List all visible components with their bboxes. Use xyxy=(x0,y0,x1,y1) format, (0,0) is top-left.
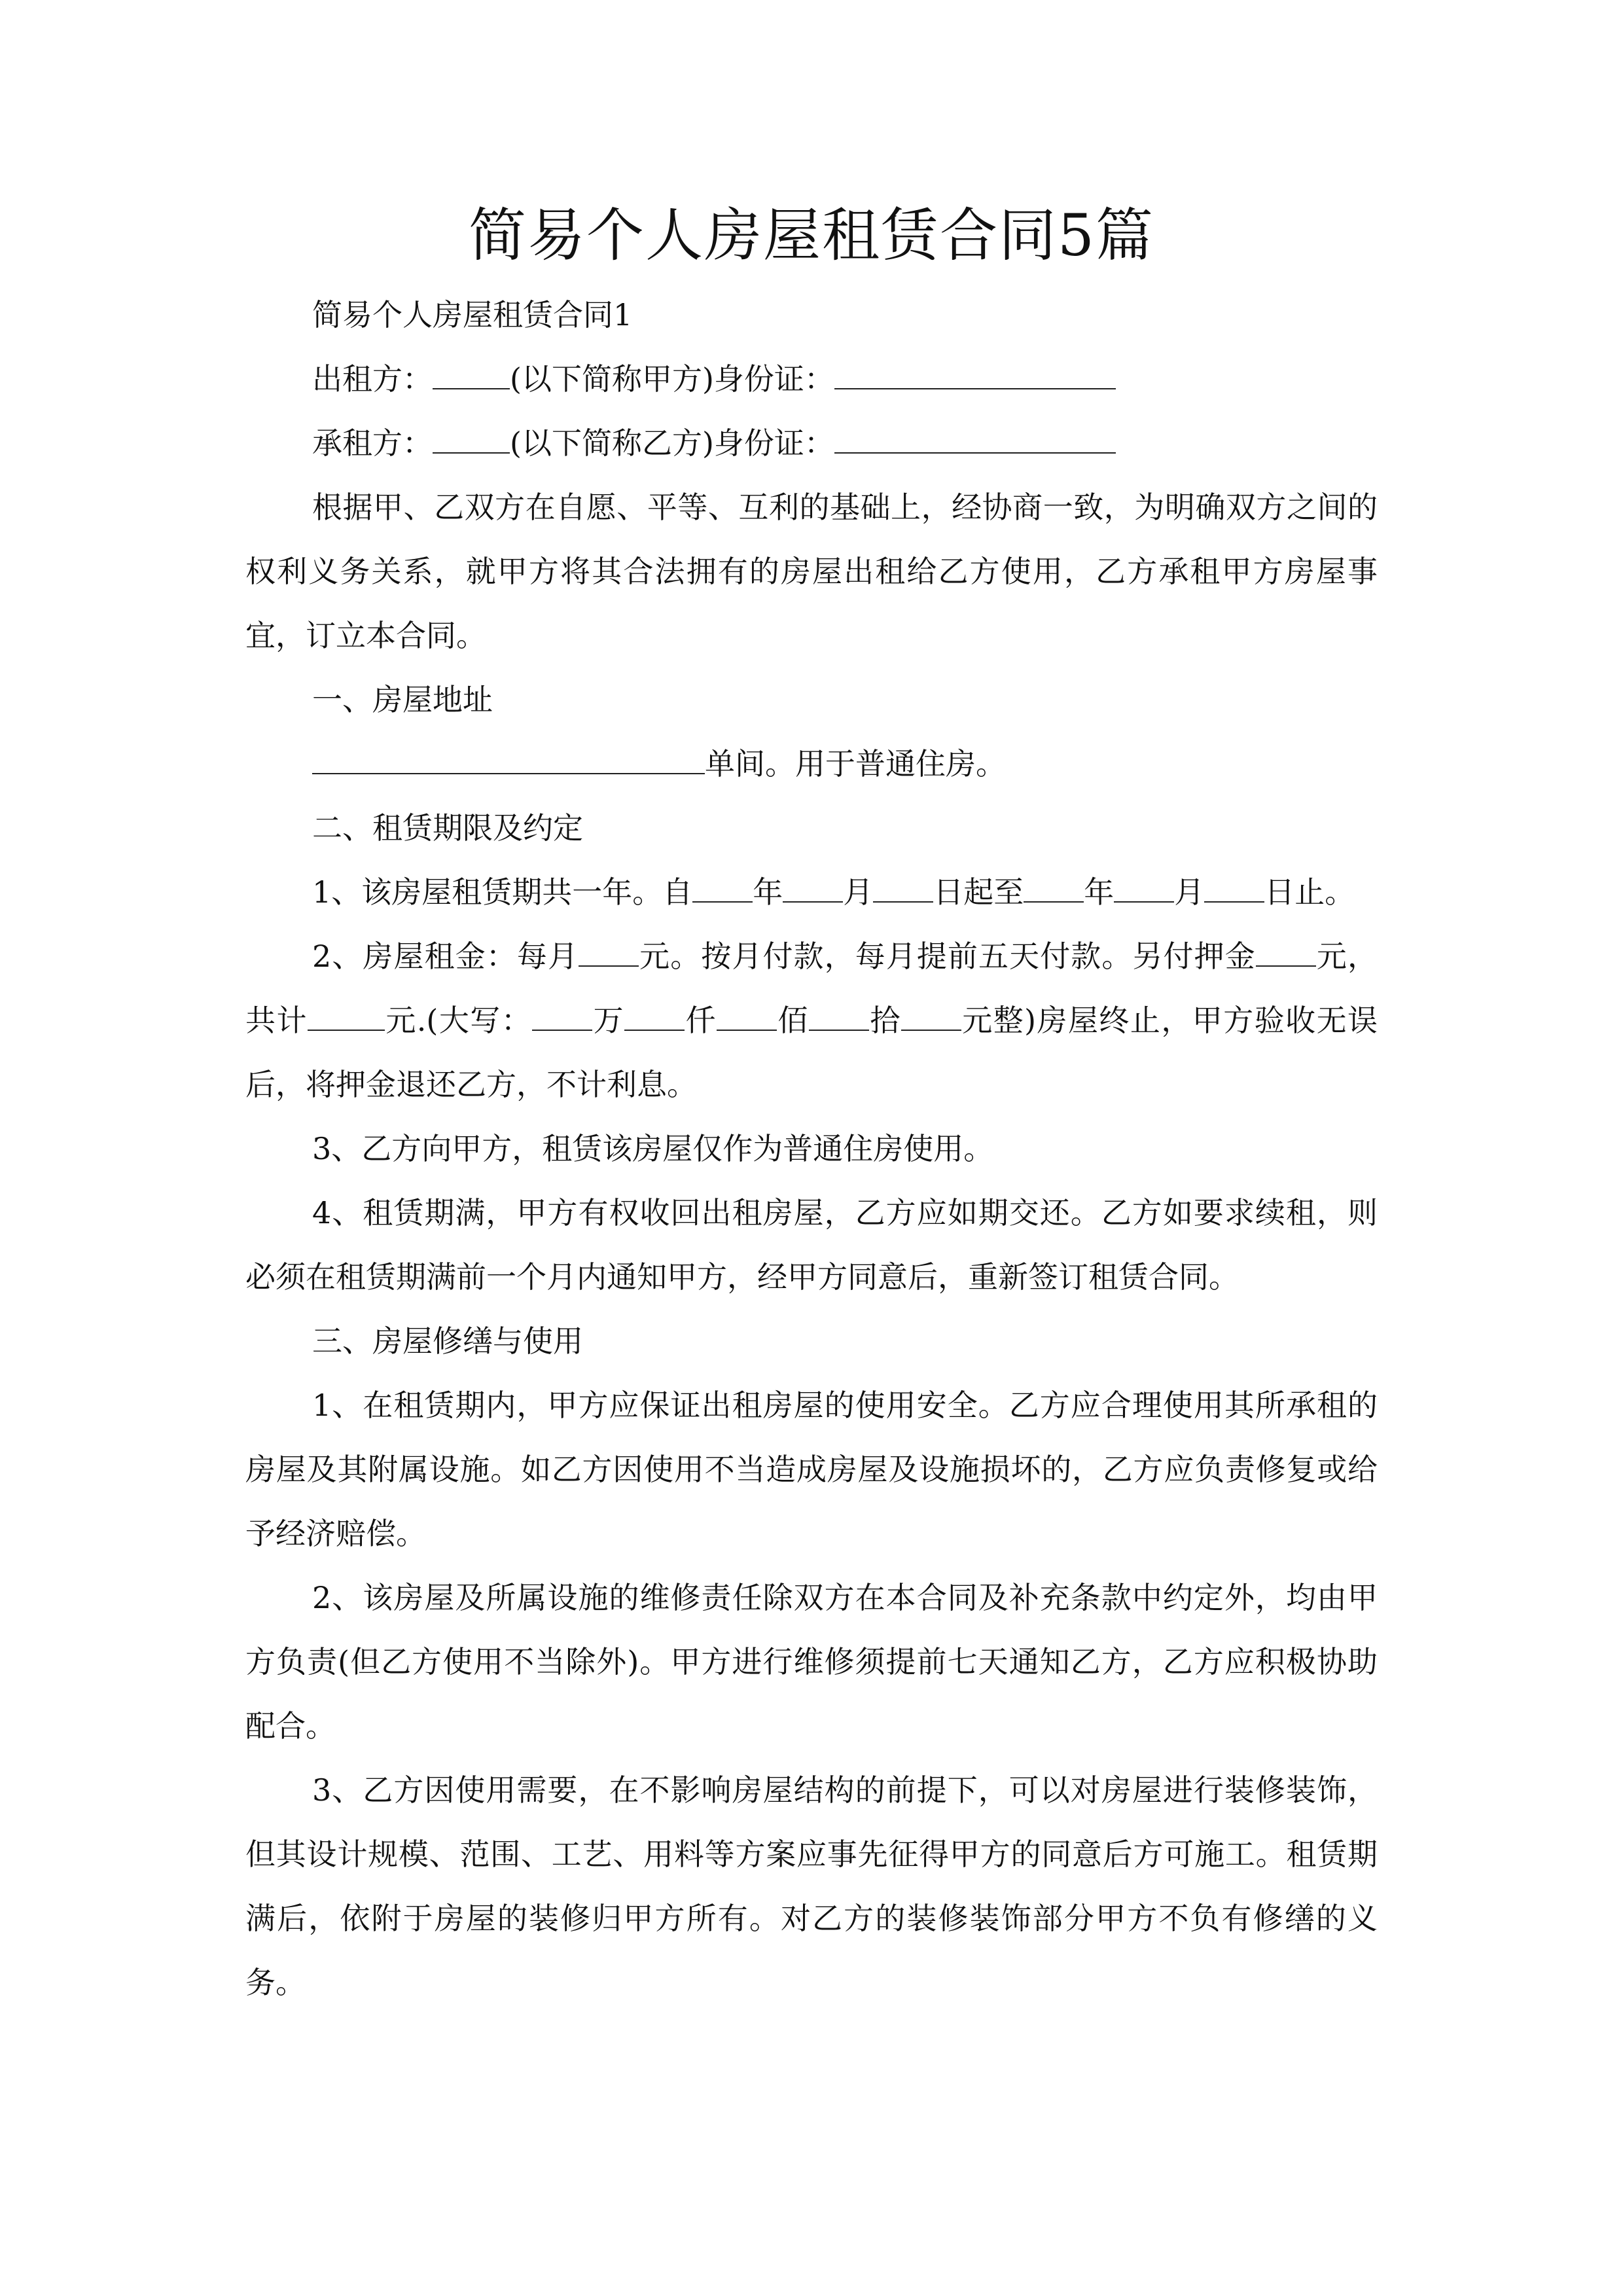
repair-clause-2: 2、该房屋及所属设施的维修责任除双方在本合同及补充条款中约定外，均由甲方负责(但乙方使用不当除外)。甲方进行维修须提前七天通知乙方，乙方应积极协助配合。 xyxy=(245,1580,1378,1744)
lessee-id-blank xyxy=(834,425,1116,454)
repair-clause-1: 1、在租赁期内，甲方应保证出租房屋的使用安全。乙方应合理使用其所承租的房屋及其附属设施。如乙方因使用不当造成房屋及设施损坏的，乙方应负责修复或给予经济赔偿。 xyxy=(245,1388,1378,1551)
term-clause-2 xyxy=(245,924,1378,1117)
yuan-blank xyxy=(901,1002,961,1031)
document-body xyxy=(245,283,1378,2015)
repair-clause-3: 3、乙方因使用需要，在不影响房屋结构的前提下，可以对房屋进行装修装饰，但其设计规模、范围、工艺、用料等方案应事先征得甲方的同意后方可施工。租赁期满后，依附于房屋的装修归甲方所有。对乙方的装修装饰部分甲方不负有修缮的义务。 xyxy=(245,1772,1378,2000)
clause-text: 日止。 xyxy=(1264,874,1355,910)
start-day-blank xyxy=(873,874,933,903)
clause-text: 1、该房屋租赁期共一年。自 xyxy=(312,874,693,910)
section-heading-repair: 三、房屋修缮与使用 xyxy=(312,1323,583,1359)
lessor-id-label: (以下简称甲方)身份证： xyxy=(510,361,834,397)
bai-blank xyxy=(717,1002,777,1031)
clause-text: 年 xyxy=(1084,874,1115,910)
lessor-name-blank xyxy=(433,361,510,389)
clause-text: 元。按月付款，每月提前五天付款。另付押金 xyxy=(639,939,1256,974)
clause-text: 万 xyxy=(592,1003,625,1038)
contract-subtitle: 简易个人房屋租赁合同1 xyxy=(312,297,633,332)
clause-text: 甲方验收无误后，将押金退还乙方，不计利息。 xyxy=(245,1003,1378,1102)
monthly-rent-blank xyxy=(579,938,639,967)
wan-blank xyxy=(532,1002,592,1031)
start-year-blank xyxy=(692,874,753,903)
clause-text: 月 xyxy=(843,874,874,910)
address-tail: 单间。用于普通住房。 xyxy=(705,746,1006,781)
lessor-line xyxy=(245,347,1378,411)
address-blank xyxy=(312,745,705,774)
clause-text: 元.(大写： xyxy=(384,1003,533,1038)
end-year-blank xyxy=(1024,874,1084,903)
clause-text: 拾 xyxy=(868,1003,901,1038)
lessee-id-label: (以下简称乙方)身份证： xyxy=(510,425,834,461)
clause-text: 月 xyxy=(1174,874,1205,910)
term-clause-1 xyxy=(245,860,1378,924)
shi-blank xyxy=(809,1002,869,1031)
term-clause-3: 3、乙方向甲方，租赁该房屋仅作为普通住房使用。 xyxy=(312,1131,994,1166)
lessor-id-blank xyxy=(834,361,1116,389)
term-clause-4: 4、租赁期满，甲方有权收回出租房屋，乙方应如期交还。乙方如要求续租，则必须在租赁期满前一个月内通知甲方，经甲方同意后，重新签订租赁合同。 xyxy=(245,1195,1378,1295)
clause-text: 佰 xyxy=(776,1003,809,1038)
lessee-label: 承租方： xyxy=(312,425,433,461)
address-line xyxy=(245,732,1378,796)
end-day-blank xyxy=(1204,874,1264,903)
document-title: 简易个人房屋租赁合同5篇 xyxy=(469,202,1154,269)
clause-text: 仟 xyxy=(685,1003,717,1038)
lessee-name-blank xyxy=(433,425,510,454)
section-heading-address: 一、房屋地址 xyxy=(312,682,493,717)
lessee-line xyxy=(245,411,1378,475)
intro-paragraph: 根据甲、乙双方在自愿、平等、互利的基础上，经协商一致，为明确双方之间的权利义务关系，就甲方将其合法拥有的房屋出租给乙方使用，乙方承租甲方房屋事宜，订立本合同。 xyxy=(245,490,1378,653)
qian-blank xyxy=(624,1002,685,1031)
start-month-blank xyxy=(783,874,843,903)
clause-text: 元整)房屋终止， xyxy=(961,1003,1192,1038)
clause-text: 2、房屋租金：每月 xyxy=(312,939,579,974)
total-blank xyxy=(308,1002,385,1031)
section-heading-term: 二、租赁期限及约定 xyxy=(312,810,583,846)
clause-text: 元，共计 xyxy=(245,939,1378,1038)
deposit-blank xyxy=(1256,938,1316,967)
clause-text: 日起至 xyxy=(933,874,1024,910)
clause-text: 年 xyxy=(753,874,783,910)
end-month-blank xyxy=(1114,874,1174,903)
lessor-label: 出租方： xyxy=(312,361,433,397)
